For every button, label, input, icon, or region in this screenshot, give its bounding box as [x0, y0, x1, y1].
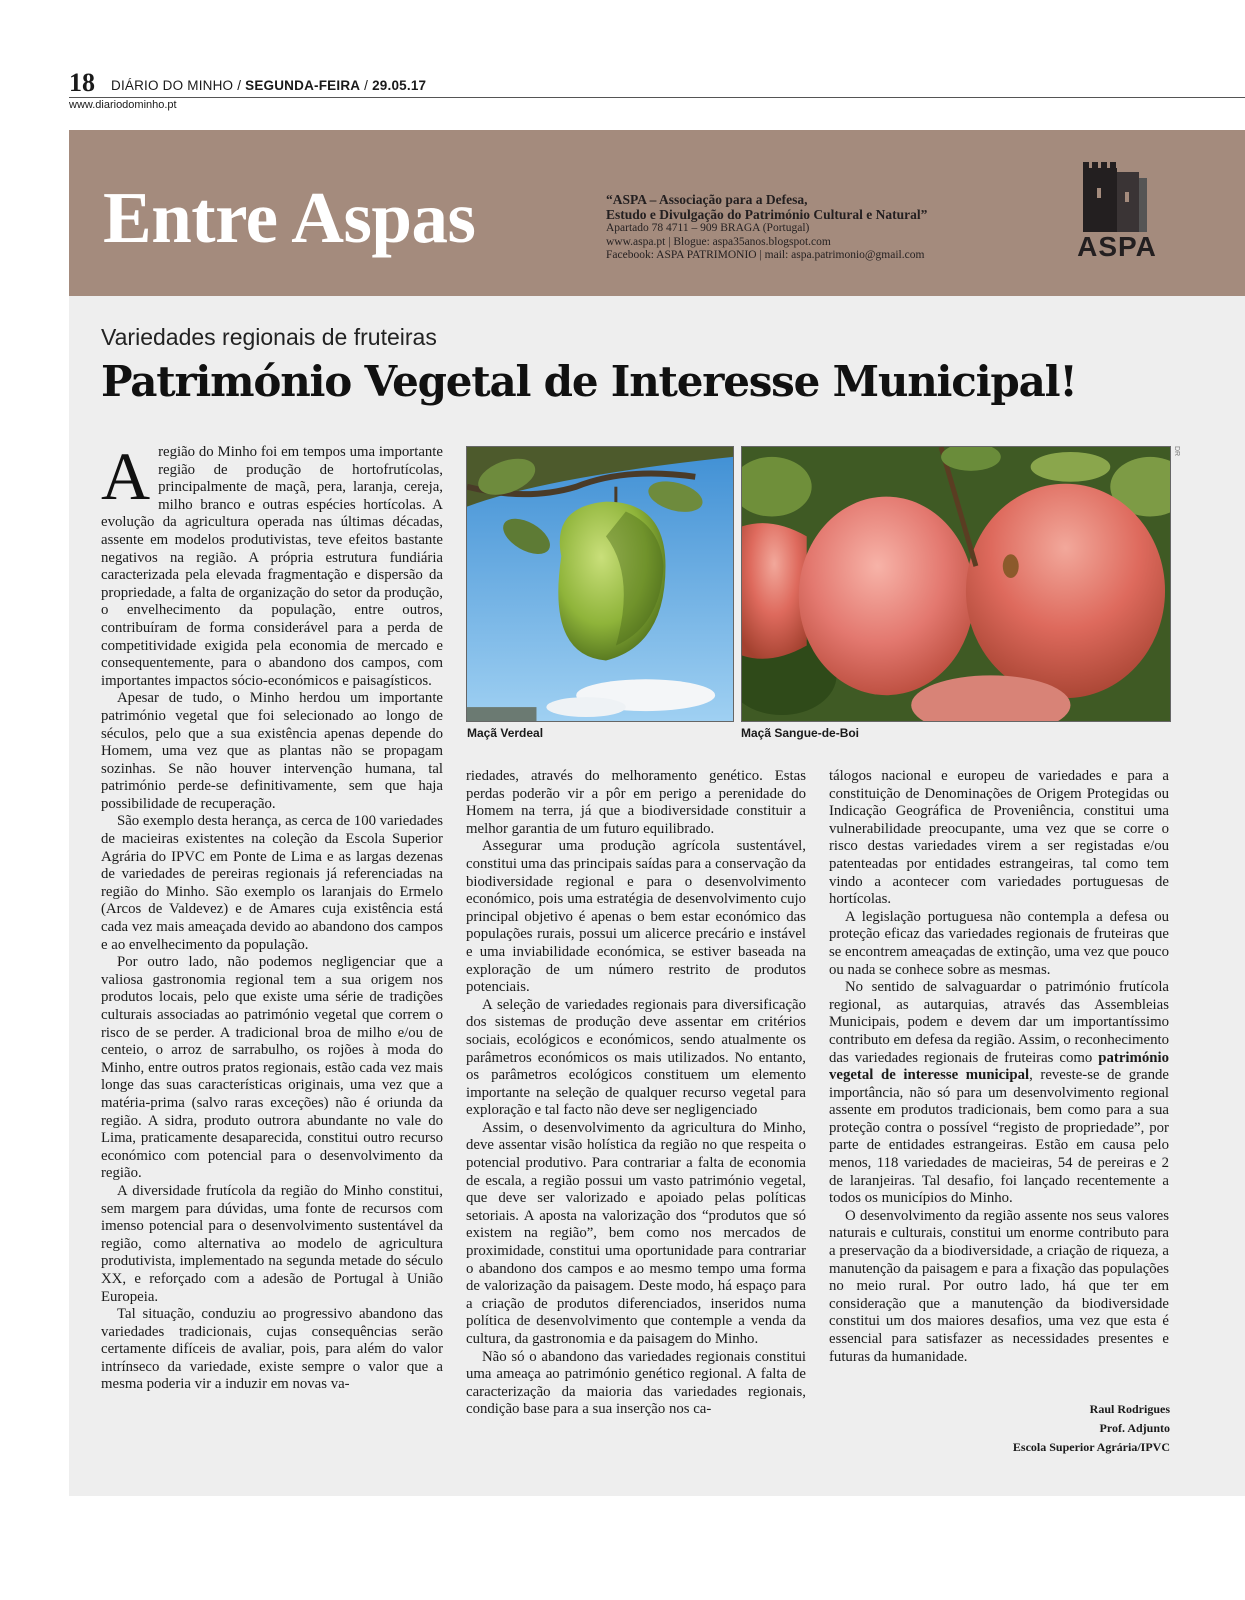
page-header [69, 70, 1245, 98]
org-contacts: Facebook: ASPA PATRIMONIO | mail: aspa.patrimonio@gmail.com [606, 249, 925, 261]
author-title: Prof. Adjunto [1099, 1421, 1170, 1435]
paragraph: São exemplo desta herança, as cerca de 100 variedades de macieiras existentes na coleção da Escola Superior Agrária do IPVC em Ponte de Lima e as largas dezenas de variedades de pereiras regionais já referenciadas na região do Minho. São exemplo os laranjais do Ermelo (Arcos de Valdevez) e de Amares cuja existência está cada vez mais ameaçada devido ao abandono dos campos e ao envelhecimento da população. [101, 813, 443, 953]
column-1 [101, 438, 443, 1394]
aspa-logo [1067, 154, 1167, 264]
paragraph: A seleção de variedades regionais para diversificação dos sistemas de produção deve assentar em critérios sociais, ecológicos e económicos, sendo atualmente os parâmetros económicos os mais utilizados. No entanto, os parâmetros ecológicos constituem um elemento importante na seleção de qualquer recurso vegetal para exploração e tal facto não deve ser negligenciado [466, 996, 806, 1119]
column-2 [466, 768, 806, 1419]
paragraph: Tal situação, conduziu ao progressivo abandono das variedades tradicionais, cujas consequências serão certamente difíceis de avaliar, pois, para além do valor intrínseco da variedade, existe sempre o valor que a mesma poderia vir a induzir em novas va- [101, 1306, 443, 1393]
paragraph: A legislação portuguesa não contempla a defesa ou proteção eficaz das variedades regionais de fruteiras que se encontrem ameaçadas de extinção, uma vez que pouco ou nada se conhece sobre as mesmas. [829, 908, 1169, 978]
drop-cap: A [101, 438, 151, 514]
paragraph: Assegurar uma produção agrícola sustentável, constitui uma das principais saídas para a conservação da biodiversidade regional e para o desenvolvimento económico, pois uma estratégia de desenvolvimento cujo principal objetivo é apenas o bem estar económico das populações rurais, possui um alicerce precário e instável e uma inviabilidade económica, se estiver baseada na exploração de um número restrito de produtos potenciais. [466, 838, 806, 996]
org-name-line-1: “ASPA – Associação para a Defesa, [606, 192, 808, 207]
paragraph: tálogos nacional e europeu de variedades e para a constituição de Denominações de Origem Protegidas ou Indicação Geográfica de Proveniência, constitui uma vulnerabilidade preocupante, uma vez que se corre o risco destas variedades virem a ser registadas e/ou patenteadas por entidades estrangeiras, tal como tem vindo a acontecer com variedades portuguesas de hortícolas. [829, 768, 1169, 908]
org-web: www.aspa.pt | Blogue: aspa35anos.blogspot.com [606, 235, 831, 248]
paragraph: A diversidade frutícola da região do Minho constitui, sem margem para dúvidas, uma fonte de recursos com imenso potencial para o desenvolvimento sustentável da região, como alternativa ao modelo de agricultura produtivista, implementado na segunda metade do século XX, e reforçado com a adesão de Portugal à União Europeia. [101, 1182, 443, 1305]
organization-info [606, 192, 1016, 263]
tower-icon [1077, 158, 1151, 232]
author-school: Escola Superior Agrária/IPVC [1012, 1440, 1170, 1454]
logo-text: ASPA [1077, 231, 1157, 262]
paper-dateline [111, 78, 426, 93]
photo-caption-2: Maçã Sangue-de-Boi [741, 726, 860, 740]
photo-credit: DR [1173, 446, 1180, 457]
section-banner [69, 130, 1245, 296]
article [69, 296, 1245, 1496]
photo-green-apple [466, 446, 734, 722]
photo-caption-1: Maçã Verdeal [467, 726, 544, 740]
author-signature [1013, 1400, 1170, 1457]
issue-date: 29.05.17 [372, 78, 427, 93]
emphasis: património vegetal de interesse municipal [829, 1049, 1169, 1084]
article-kicker: Variedades regionais de fruteiras [101, 324, 437, 350]
author-name: Raul Rodrigues [1089, 1402, 1170, 1416]
column-3 [829, 768, 1169, 1366]
article-headline: Património Vegetal de Interesse Municipal! [101, 357, 1077, 406]
section-title: Entre Aspas [103, 177, 476, 258]
page-number: 18 [69, 68, 95, 97]
website-url: www.diariodominho.pt [69, 99, 177, 111]
org-name-line-2: Estudo e Divulgação do Património Cultural e Natural” [606, 207, 928, 222]
paragraph: O desenvolvimento da região assente nos seus valores naturais e culturais, constitui um enorme contributo para a preservação da a biodiversidade, a criação de riqueza, a manutenção da paisagem e para a fixação das populações no meio rural. Por outro lado, há que ter em consideração que a manutenção da biodiversidade constitui um dos maiores desafios, uma vez que esta é essencial para satisfazer as necessidades presentes e futuras da humanidade. [829, 1207, 1169, 1365]
org-address: Apartado 78 4711 – 909 BRAGA (Portugal) [606, 222, 810, 234]
paragraph: Assim, o desenvolvimento da agricultura do Minho, deve assentar visão holística da região no que respeita o potencial produtivo. Para contrariar a falta de economia de escala, a região possui um vasto património vegetal, que deve ser valorizado e apoiado pelas políticas setoriais. A aposta na valorização dos “produtos que só existem na região”, bem como nos mercados de proximidade, constitui uma oportunidade para contrariar o abandono dos campos e ao mesmo tempo uma forma de valorização da paisagem. Deste modo, há espaço para a criação de produtos diferenciados, inseridos numa política de desenvolvimento que contemple a venda da cultura, da gastronomia e da paisagem do Minho. [466, 1119, 806, 1347]
separator: / [360, 78, 373, 93]
paper-name: DIÁRIO DO MINHO [111, 78, 234, 93]
separator: / [233, 78, 246, 93]
paragraph: Aregião do Minho foi em tempos uma importante região de produção de hortofrutícolas, principalmente de maçã, pera, laranja, cereja, milho branco e outras espécies hortícolas. A evolução da agricultura operada nas últimas décadas, assente em modelos produtivistas, teve efeitos bastante negativos na região. A própria estrutura fundiária caracterizada pela elevada fragmentação e dispersão da propriedade, a falta de organização do setor da produção, o envelhecimento da população, entre outros, contribuíram de forma considerável para a perda de competitividade exigida pela economia de mercado e consequentemente, para o abandono dos campos, com importantes impactos sócio-económicos e paisagísticos. [101, 438, 443, 689]
photo-red-apples [741, 446, 1171, 722]
weekday: SEGUNDA-FEIRA [245, 78, 361, 93]
paragraph: riedades, através do melhoramento genético. Estas perdas poderão vir a pôr em perigo a perenidade do Homem na terra, já que a biodiversidade constituir a melhor garantia de um futuro equilibrado. [466, 768, 806, 837]
paragraph: Não só o abandono das variedades regionais constitui uma ameaça ao património genético regional. A falta de caracterização da maioria das variedades regionais, condição base para a sua inserção nos ca- [466, 1348, 806, 1418]
paragraph: Por outro lado, não podemos negligenciar que a valiosa gastronomia regional tem a sua origem nos produtos locais, pelo que existe uma série de tradições culturais associadas ao património vegetal que correm o risco de se perder. A tradicional broa de milho e/ou de centeio, o arroz de sarrabulho, os rojões à moda do Minho, entre outros pratos regionais, estão cada vez mais longe das suas características originais, uma vez que a matéria-prima (salvo raras exceções) não é oriunda da região. A sidra, produto outrora abundante no vale do Lima, praticamente desaparecida, constitui outro recurso económico com potencial para o desenvolvimento da região. [101, 954, 443, 1182]
paragraph: Apesar de tudo, o Minho herdou um importante património vegetal que foi selecionado ao longo de séculos, pelo que a sua existência apenas depende do Homem, uma vez que as plantas não se propagam sozinhas. Se não houver intervenção humana, tal património perde-se definitivamente, sem que haja possibilidade de recuperação. [101, 690, 443, 812]
paragraph: No sentido de salvaguardar o património frutícola regional, as autarquias, através das Assembleias Municipais, podem e devem dar um importantíssimo contributo em defesa da região. Assim, o reconhecimento das variedades regionais de fruteiras como património vegetal de interesse municipal, reveste-se de grande importância, não só para um desenvolvimento regional assente em produtos tradicionais, bem como para a sua proteção contra o possível “registo de propriedade”, por parte de entidades estrangeiras. Estão em causa pelo menos, 118 variedades de macieiras, 54 de pereiras e 2 de laranjeiras. Tal desafio, foi lançado recentemente a todos os municípios do Minho. [829, 979, 1169, 1207]
